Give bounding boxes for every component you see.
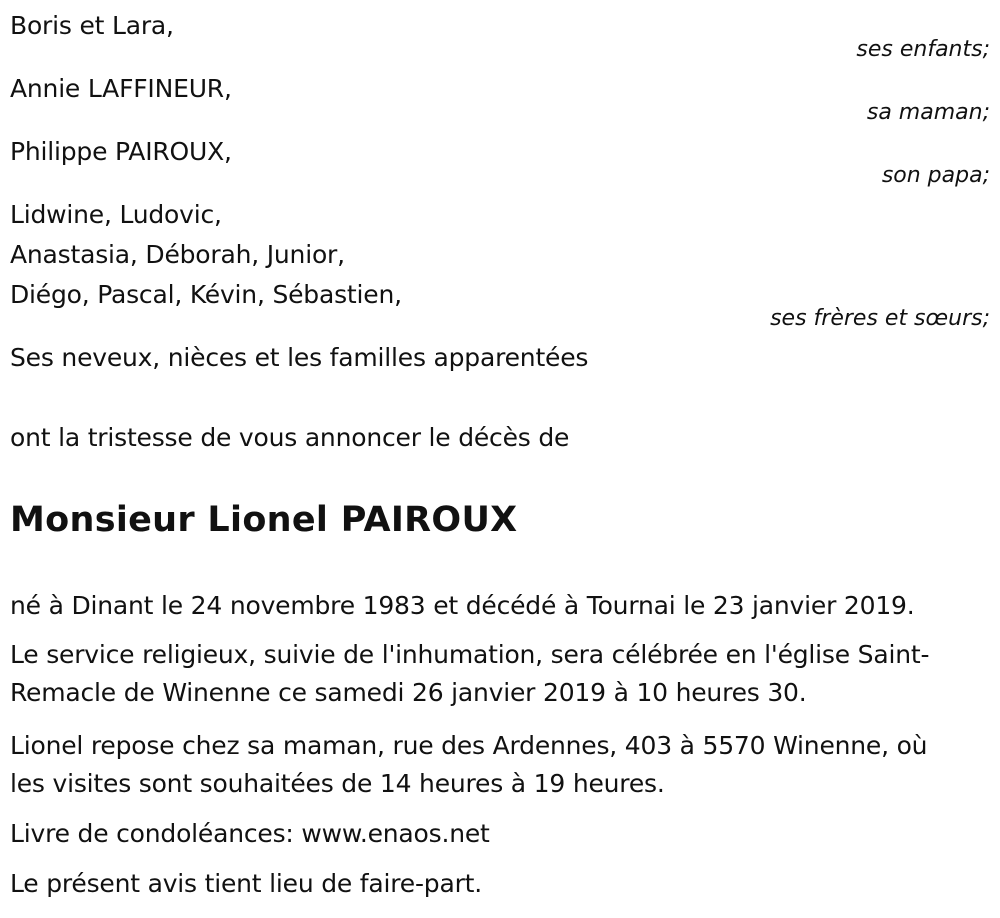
- deceased-name: Monsieur Lionel PAIROUX: [10, 500, 518, 540]
- service-paragraph: [10, 636, 995, 712]
- siblings-role: ses frères et sœurs;: [770, 306, 990, 331]
- service-line-2: Remacle de Winenne ce samedi 26 janvier 2019 à 10 heures 30.: [10, 678, 807, 707]
- siblings-line-3: Diégo, Pascal, Kévin, Sébastien,: [10, 280, 402, 309]
- mother-role: sa maman;: [866, 100, 990, 125]
- birth-death-paragraph: [10, 587, 995, 625]
- condolences-paragraph: [10, 815, 995, 853]
- condolences-text: Livre de condoléances: www.enaos.net: [10, 819, 490, 848]
- relatives-line: Ses neveux, nièces et les familles apparentées: [10, 343, 589, 372]
- children-role: ses enfants;: [856, 37, 990, 62]
- children-names: Boris et Lara,: [10, 11, 174, 40]
- announcement-line: ont la tristesse de vous annoncer le décès de: [10, 423, 570, 452]
- father-role: son papa;: [881, 163, 990, 188]
- mother-name: Annie LAFFINEUR,: [10, 74, 232, 103]
- siblings-line-2: Anastasia, Déborah, Junior,: [10, 240, 345, 269]
- rest-line-1: Lionel repose chez sa maman, rue des Ardennes, 403 à 5570 Winenne, où: [10, 731, 928, 760]
- birth-death-text: né à Dinant le 24 novembre 1983 et décédé à Tournai le 23 janvier 2019.: [10, 591, 915, 620]
- father-name: Philippe PAIROUX,: [10, 137, 232, 166]
- siblings-line-1: Lidwine, Ludovic,: [10, 200, 222, 229]
- notice-paragraph: [10, 865, 995, 903]
- service-line-1: Le service religieux, suivie de l'inhumation, sera célébrée en l'église Saint-: [10, 640, 930, 669]
- rest-line-2: les visites sont souhaitées de 14 heures à 19 heures.: [10, 769, 665, 798]
- rest-paragraph: [10, 727, 995, 803]
- notice-text: Le présent avis tient lieu de faire-part.: [10, 869, 483, 898]
